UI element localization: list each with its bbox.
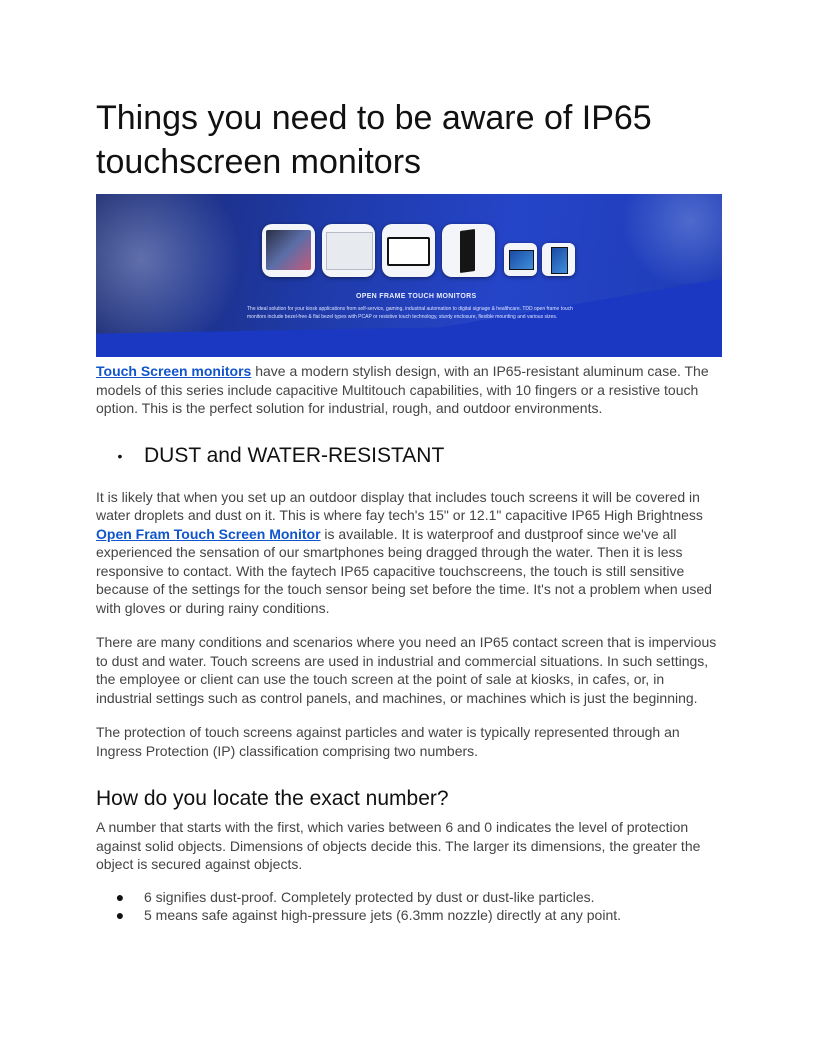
monitor-product-2 xyxy=(322,224,375,277)
paragraph-ip-classification: The protection of touch screens against particles and water is typically represented through an Ingress Protection (IP) classification comprising two numbers. xyxy=(96,724,680,759)
intro-paragraph xyxy=(96,362,722,418)
monitor-product-5 xyxy=(504,243,537,276)
paragraph-first-number: A number that starts with the first, which varies between 6 and 0 indicates the level of protection against solid objects. Dimensions of objects decide this. The larger its dimensions, the greater the object is secured against objects. xyxy=(96,819,701,872)
bullet-icon: ● xyxy=(115,907,125,923)
list-item-text: 6 signifies dust-proof. Completely protected by dust or dust-like particles. xyxy=(144,888,595,905)
list-item-text: 5 means safe against high-pressure jets (6.3mm nozzle) directly at any point. xyxy=(144,907,622,923)
banner-backdrop-right xyxy=(616,194,722,284)
list-item xyxy=(96,906,722,925)
paragraph-text: It is likely that when you set up an outdoor display that includes touch screens it will be covered in water droplets and dust on it. This is where fay tech's 15" or 12.1" capacitive IP65 High Brightness xyxy=(96,488,703,523)
monitor-product-4 xyxy=(442,224,495,277)
paragraph-conditions: There are many conditions and scenarios where you need an IP65 contact screen that is impervious to dust and water. Touch screens are used in industrial and commercial situations. In such settings, the employee or client can use the touch screen at the point of sale at kiosks, in cafes, or, in industrial settings such as control panels, and machines, or machines which is just the beginning. xyxy=(96,634,717,706)
banner-heading: OPEN FRAME TOUCH MONITORS xyxy=(356,293,477,300)
banner-description: The ideal solution for your kiosk applications from self-service, gaming, industrial automation to digital signage & healthcare. TDD open frame touch monitors include bezel-free & flat bezel types with PCAP or resistive touch technology, sturdy enclosure, flexible mounting and various sizes. xyxy=(247,306,573,320)
section-heading-text: DUST and WATER-RESISTANT xyxy=(144,443,445,467)
intro-text: have a modern stylish design, with an IP65-resistant aluminum case. The models of this series include capacitive Multitouch capabilities, with 10 fingers or a resistive touch option. This is the perfect solution for industrial, rough, and outdoor environments. xyxy=(96,363,709,416)
paragraph-outdoor-display xyxy=(96,488,722,618)
list-item xyxy=(96,888,722,907)
paragraph-text: is available. It is waterproof and dustproof since we've all experienced the sensation of our smartphones being dragged through the water. Then it is less responsive to contact. With the faytech IP65 capacitive touchscreens, the touch is still sensitive because of the settings for the touch sensor being set before the time. It's not a problem when used with gloves or during rainy conditions. xyxy=(96,525,712,616)
product-banner-image xyxy=(96,194,722,357)
document-page xyxy=(96,96,722,925)
bullet-icon: • xyxy=(117,447,123,464)
bullet-icon: ● xyxy=(115,888,125,905)
page-title: Things you need to be aware of IP65 touchscreen monitors xyxy=(96,99,652,181)
monitor-product-3 xyxy=(382,224,435,277)
touch-screen-monitors-link[interactable]: Touch Screen monitors xyxy=(96,363,252,379)
ip-rating-list xyxy=(96,888,722,925)
monitor-product-6 xyxy=(542,243,575,276)
section-heading-dust-water xyxy=(96,444,722,468)
monitor-product-1 xyxy=(262,224,315,277)
section-heading-exact-number: How do you locate the exact number? xyxy=(96,787,449,810)
open-frame-monitor-link[interactable]: Open Fram Touch Screen Monitor xyxy=(96,525,321,542)
